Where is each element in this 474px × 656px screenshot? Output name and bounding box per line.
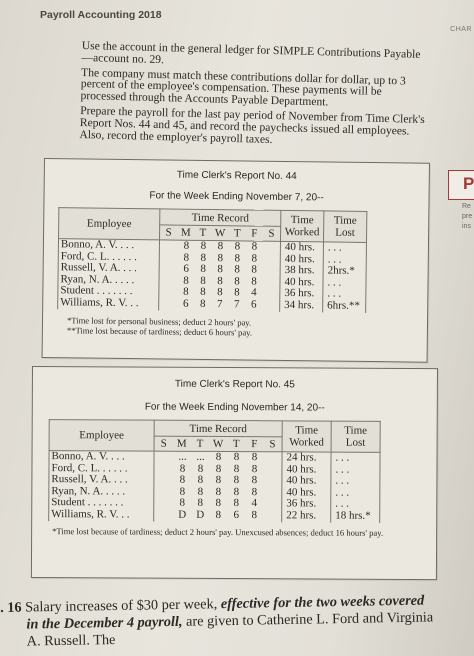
day-hours: 6 (233, 509, 240, 522)
report-footnotes (67, 315, 427, 339)
corner-label: CHAR (450, 26, 472, 33)
day-hours: 8 (217, 286, 223, 299)
hours-lost: . . . (327, 287, 342, 301)
day-hours: 8 (233, 497, 240, 510)
hours-lost: . . . (327, 276, 342, 289)
side-panel-line: pre (462, 213, 473, 220)
day-hours: 8 (183, 251, 190, 264)
day-hours: 7 (216, 298, 223, 311)
employee-name: Ford, C. L. . . . . . (51, 461, 128, 475)
side-panel-line: Re (462, 203, 471, 210)
header-time-worked-1: Time (290, 214, 314, 227)
header-time-worked-1: Time (295, 424, 319, 437)
hours-lost: . . . (335, 474, 350, 487)
day-hours: 8 (233, 474, 240, 487)
day-header: M (173, 436, 191, 451)
day-header: W (209, 436, 227, 451)
worked-column (280, 241, 324, 312)
day-hours: 8 (200, 263, 206, 276)
bottom-emphasis: effective for the two weeks covered (220, 592, 425, 613)
report-footnotes (52, 526, 436, 538)
header-time-lost (331, 421, 380, 452)
hours-lost: . . . (327, 253, 342, 266)
report-body (58, 239, 367, 313)
hours-worked: 22 hrs. (286, 509, 317, 522)
hours-lost: . . . (335, 463, 350, 476)
hours-lost: . . . (335, 451, 350, 464)
worked-column (282, 452, 331, 522)
hours-worked: 40 hrs. (284, 240, 315, 254)
day-header: T (191, 436, 209, 451)
employee-name: Russell, V. A. . . . (60, 261, 138, 275)
day-header: S (160, 225, 178, 240)
day-hours: 8 (183, 274, 189, 287)
hours-worked: 40 hrs. (284, 275, 315, 289)
day-hours: 8 (233, 451, 240, 464)
employee-name: Williams, R. V. . . (51, 508, 130, 521)
day-hours: 8 (234, 240, 241, 253)
day-hours: 8 (197, 497, 204, 510)
day-hours: 8 (217, 240, 224, 253)
footnote: *Time lost for personal business; deduct 2 hours' pay. (66, 314, 252, 328)
day-hours: 8 (215, 485, 222, 498)
day-hours: 8 (233, 485, 240, 498)
day-hours: 8 (251, 252, 258, 265)
report-subtitle: For the Week Ending November 14, 20-- (144, 401, 325, 414)
day-hours: 8 (200, 286, 206, 299)
hours-worked: 36 hrs. (284, 287, 315, 300)
day-hours: 8 (200, 239, 207, 252)
hours-worked: 40 hrs. (286, 462, 317, 476)
hours-worked: 24 hrs. (286, 451, 317, 464)
day-hours: 4 (251, 497, 258, 510)
day-hours: 4 (251, 286, 257, 299)
header-time-lost-1: Time (344, 424, 368, 437)
time-record-table (48, 419, 381, 522)
day-header: S (154, 436, 173, 451)
time-record-table (57, 207, 367, 312)
paragraph-prepare: Prepare the payroll for the last pay period of November from Time Clerk's Report Nos. 44 and 45, and record the paychecks issued all employees. Also, record the employer's payroll taxes. (79, 103, 425, 146)
day-hours: 8 (215, 450, 222, 463)
hours-worked: 38 hrs. (284, 264, 315, 277)
day-hours: ... (196, 450, 205, 463)
employee-column (58, 239, 160, 310)
employee-name: Russell, V. A. . . . (51, 473, 128, 486)
header-time-worked (280, 210, 323, 242)
day-hours: D (196, 508, 205, 521)
day-hours: 6 (250, 298, 257, 311)
day-hours: 8 (215, 462, 222, 475)
day-hours: 8 (200, 251, 207, 264)
day-hours: 8 (234, 263, 240, 276)
days-column (154, 451, 282, 522)
header-employee: Employee (59, 208, 160, 240)
employee-name: Ryan, N. A. . . . . (51, 484, 126, 498)
paragraph-account: Use the account in the general ledger for SIMPLE Contributions Payable—account no. 29. (81, 39, 421, 66)
day-hours: 8 (251, 263, 257, 276)
day-hours: 8 (251, 240, 258, 253)
hours-lost: 6hrs.** (327, 299, 360, 312)
hours-worked: 34 hrs. (284, 298, 315, 312)
hours-worked: 40 hrs. (284, 252, 315, 265)
day-hours: 8 (251, 451, 258, 464)
day-hours: 8 (217, 263, 223, 276)
bottom-emphasis: in the December 4 payroll, (26, 613, 183, 633)
side-panel-box (448, 170, 474, 200)
header-time-record: Time Record (160, 209, 281, 226)
bottom-text: Salary increases of $30 per week, (25, 596, 218, 616)
footnote: **Time lost because of tardiness; deduct 6 hours' pay. (66, 324, 253, 338)
side-panel-letter: P (463, 174, 474, 193)
day-hours: 8 (179, 473, 186, 486)
day-hours: 6 (183, 262, 189, 275)
report-title: Time Clerk's Report No. 44 (176, 169, 297, 183)
day-hours: 8 (215, 508, 222, 521)
day-hours: 7 (233, 298, 240, 311)
employee-name: Student . . . . . . . (51, 496, 124, 509)
day-header: S (263, 226, 281, 241)
employee-name: Ryan, N. A. . . . . (60, 272, 135, 286)
header-time-lost (323, 211, 366, 243)
day-hours: 8 (215, 474, 222, 487)
day-hours: 8 (179, 462, 186, 475)
day-header: S (263, 437, 282, 452)
day-hours: 8 (200, 274, 206, 287)
employee-name: Williams, R. V. . . (60, 296, 139, 310)
bottom-problem-text (0, 592, 474, 651)
hours-lost: 18 hrs.* (335, 509, 371, 522)
lost-column (331, 452, 380, 522)
report-body (49, 451, 380, 523)
day-hours: 8 (217, 251, 224, 264)
day-hours: 8 (234, 286, 240, 299)
paragraph-match: The company must match these contributions dollar for dollar, up to 3 percent of the employee's compensation. These payments will be processed through the Accounts Payable Department. (80, 65, 406, 109)
employee-name: Student . . . . . . . (60, 284, 133, 298)
day-hours: 8 (233, 462, 240, 475)
hours-lost: . . . (335, 497, 350, 511)
employee-column (49, 451, 154, 522)
hours-worked: 40 hrs. (286, 474, 317, 487)
hours-lost: . . . (327, 241, 342, 254)
day-hours: 8 (251, 485, 258, 498)
day-hours: 6 (182, 297, 189, 310)
day-hours: 8 (179, 485, 186, 498)
day-hours: 8 (234, 251, 241, 264)
day-hours: 8 (251, 462, 258, 475)
day-header: T (227, 437, 245, 452)
day-hours: ... (178, 450, 187, 463)
day-header: T (229, 226, 246, 241)
report-title: Time Clerk's Report No. 45 (174, 378, 295, 391)
day-hours: 8 (234, 275, 240, 288)
table-row (154, 510, 281, 522)
header-time-lost-2: Lost (345, 436, 366, 449)
footnote: *Time lost because of tardiness; deduct 2 hours' pay. Unexcused absences; deduct 16 hours' pay. (52, 525, 384, 538)
day-header: W (211, 226, 228, 241)
instructions-text (79, 40, 427, 152)
header-time-record: Time Record (154, 420, 282, 437)
employee-name: Ford, C. L. . . . . . (60, 249, 137, 263)
table-row (159, 298, 279, 311)
day-header: T (194, 225, 211, 240)
lost-column (323, 242, 367, 313)
days-column (159, 240, 281, 312)
day-header: F (245, 437, 263, 452)
page-header: Payroll Accounting 2018 (40, 9, 162, 21)
header-time-worked (282, 421, 331, 452)
day-hours: 8 (251, 509, 258, 522)
bottom-text: are given to Catherine L. Ford and Virginia (185, 609, 434, 630)
day-hours: 8 (183, 286, 189, 299)
day-hours: 8 (197, 474, 204, 487)
time-clerk-report-45 (31, 366, 438, 580)
hours-worked: 40 hrs. (286, 486, 317, 499)
bottom-line-3: A. Russell. The (26, 631, 116, 650)
day-hours: 8 (183, 239, 190, 252)
day-hours: 8 (215, 497, 222, 510)
header-time-worked-2: Worked (284, 225, 320, 239)
day-hours: 8 (197, 462, 204, 475)
header-employee: Employee (49, 420, 154, 452)
hours-lost: . . . (335, 486, 350, 499)
day-hours: 8 (179, 497, 186, 510)
day-hours: 8 (251, 275, 257, 288)
employee-name: Bonno, A. V. . . . (60, 238, 135, 252)
day-header: F (246, 226, 263, 241)
hours-lost: 2hrs.* (327, 264, 355, 277)
day-header: M (177, 225, 194, 240)
header-time-lost-1: Time (333, 214, 357, 227)
time-clerk-report-44 (42, 158, 430, 363)
day-hours: D (178, 508, 187, 521)
item-number: . 16 (0, 599, 22, 616)
day-hours: 8 (251, 474, 258, 487)
header-time-worked-2: Worked (289, 436, 324, 449)
day-hours: 8 (217, 274, 223, 287)
header-time-lost-2: Lost (335, 226, 355, 239)
hours-worked: 36 hrs. (286, 497, 317, 510)
side-panel-line: ins (462, 223, 471, 230)
day-hours: 8 (199, 297, 206, 310)
employee-name: Bonno, A. V. . . . (51, 450, 125, 463)
report-subtitle: For the Week Ending November 7, 20-- (149, 190, 324, 204)
day-hours: 8 (197, 485, 204, 498)
